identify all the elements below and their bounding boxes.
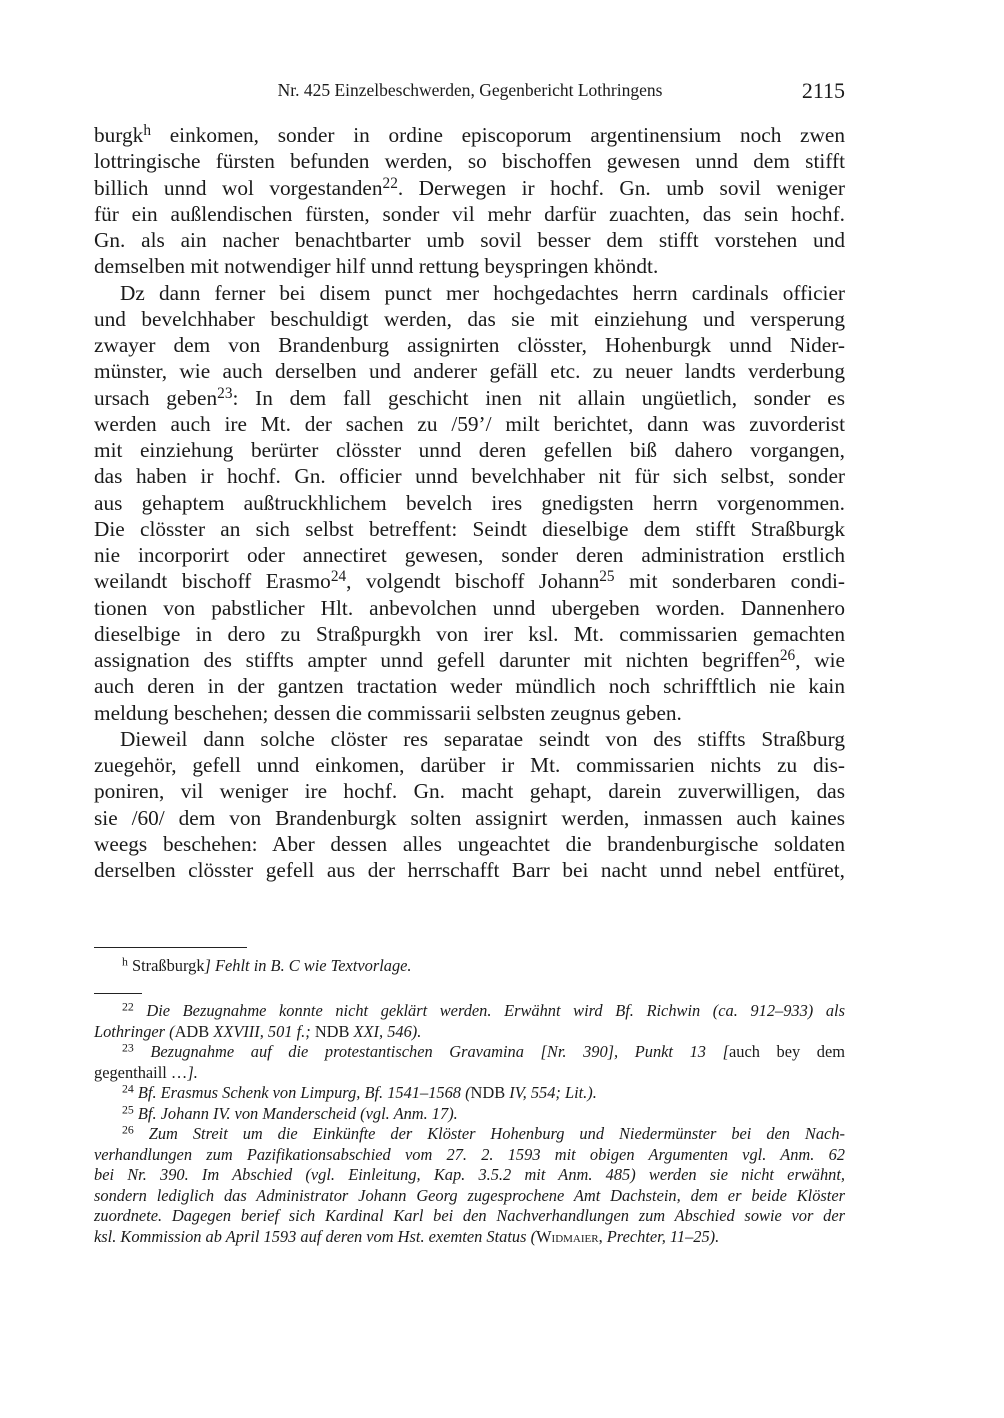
text-segment: Straßburgk (127, 956, 205, 975)
text-line (94, 568, 845, 594)
text-segment: burgk (94, 123, 144, 147)
text-segment: XXI, 546). (353, 1021, 422, 1041)
text-segment: werden auch ire Mt. der sachen zu /59’/ milt berichtet, dann was zuvorderist (94, 411, 845, 436)
text-segment: mit einziehung berürter clösster unnd deren gefellen biß dahero vorgangen, (94, 438, 845, 462)
text-line (94, 621, 845, 647)
text-segment: Die Bezugnahme konnte nicht geklärt werden. Erwähnt wird Bf. Richwin (ca. 912–933) als (133, 1001, 845, 1020)
text-segment: sondern lediglich das Administrator Johann Georg zugesprochene Amt Dachstein, dem er beide Klöster (94, 1185, 845, 1205)
text-segment: mit sonderbaren condi- (614, 569, 845, 594)
text-segment: derselben clösster gefell aus der herrschafft Barr bei nacht unnd nebel entfüret, (94, 858, 845, 882)
text-segment: Lothringer ( (94, 1021, 175, 1041)
text-segment: XXVIII, 501 f.; (213, 1021, 315, 1041)
footnote-divider (94, 993, 142, 994)
text-line (94, 752, 845, 778)
text-segment: auch deren in der gantzen tractation weder mündlich noch schrifftlich nie kain (94, 674, 845, 699)
note-marker: 22 (382, 174, 398, 192)
text-segment: einkomen, sonder in ordine episcoporum argentinensium noch zwen (150, 123, 845, 147)
text-segment: , wie (795, 648, 845, 672)
text-segment: lottringische fürsten befunden werden, so bischoffen gewesen unnd dem stifft (94, 149, 845, 174)
text-line (94, 227, 845, 253)
text-line (94, 411, 845, 437)
footnote-line (94, 1042, 845, 1062)
note-marker: 22 (122, 999, 134, 1014)
text-segment: dieselbige in dero zu Straßpurgkh von irer ksl. Mt. commissarien gemachten (94, 621, 845, 646)
footnote-line (94, 1165, 845, 1185)
note-marker: h (143, 122, 151, 140)
text-line (94, 280, 845, 306)
note-marker: h (122, 954, 128, 969)
text-line (94, 490, 845, 516)
text-segment: billich unnd wol vorgestanden (94, 175, 383, 200)
text-segment: münster, wie auch derselben und anderer gefäll etc. zu neuer landts verderbung (94, 359, 845, 384)
text-segment: gegenthaill … (94, 1062, 188, 1082)
text-segment: ksl. Kommission ab April 1593 auf deren vom Hst. exemten Status ( (94, 1226, 537, 1246)
text-segment: : In dem fall geschicht inen nit allain ungüetlich, sonder es (232, 385, 845, 410)
note-marker: 26 (779, 647, 796, 665)
footnote-line (94, 1227, 845, 1247)
text-line (94, 805, 845, 831)
text-line (94, 700, 845, 726)
text-segment: assignation des stiffts ampter unnd gefell darunter mit nichten begriffen (94, 648, 780, 672)
text-line (94, 857, 845, 883)
text-segment: Bezugnahme auf die protestantischen Gravamina [Nr. 390], Punkt 13 [ (133, 1042, 729, 1061)
note-marker: 23 (122, 1040, 134, 1055)
text-segment: IV, 554; Lit.). (509, 1083, 597, 1102)
text-line (94, 201, 845, 227)
text-segment: zuordnete. Dagegen berief sich Kardinal Karl bei den Nachverhandlungen zum Abschied sowie vor der (94, 1206, 845, 1225)
text-segment: ] Fehlt in B. C wie Textvorlage. (204, 956, 412, 975)
text-segment: Bf. Erasmus Schenk von Limpurg, Bf. 1541–1568 ( (133, 1083, 471, 1102)
text-segment: verhandlungen zum Pazifikationsabschied vom 27. 2. 1593 mit obigen Argumenten vgl. Anm. 62 (94, 1144, 845, 1164)
text-segment: zwayer dem von Brandenburg assignirten clösster, Hohenburgk unnd Nider- (94, 333, 845, 357)
text-segment: Bf. Johann IV. von Manderscheid (vgl. Anm. 17). (133, 1103, 458, 1123)
text-segment: das haben ir hochf. Gn. officier unnd bevelchhaber nit für sich selbst, sonder (94, 464, 845, 489)
text-segment: für ein außlendischen fürsten, sonder vil mehr darfür zuachten, das sein hochf. (94, 201, 845, 226)
text-segment: ursach geben (94, 385, 218, 410)
text-segment: weilandt bischoff Erasmo (94, 569, 331, 594)
footnote-line (94, 1124, 845, 1144)
note-marker: 26 (122, 1122, 134, 1137)
note-marker: 25 (122, 1102, 134, 1117)
footnote-line (94, 1145, 845, 1165)
text-segment: und bevelchhaber beschuldigt werden, das sie mit einziehung und versperung (94, 306, 845, 331)
text-line (94, 542, 845, 568)
footnote-line (94, 1104, 845, 1124)
text-line (94, 175, 845, 201)
text-segment: Widmaier (536, 1226, 599, 1246)
footnote-line (94, 1083, 845, 1103)
text-segment: Prechter, 11–25). (606, 1226, 720, 1246)
text-segment: Dieweil dann solche clöster res separatae seindt von des stiffts Straßburg (120, 726, 845, 751)
text-line (94, 253, 845, 279)
text-segment: NDB (470, 1083, 510, 1102)
text-segment: Gn. als ain nacher benachtbarter umb sovil besser dem stifft vorstehen und (94, 228, 845, 252)
text-line (94, 332, 845, 358)
text-segment: NDB (314, 1021, 354, 1041)
text-segment: weegs beschehen: Aber dessen alles ungeachtet die brandenburgische soldaten (94, 831, 845, 856)
text-line (94, 122, 845, 148)
text-segment: meldung beschehen; dessen die commissarii selbsten zeugnus geben. (94, 700, 682, 725)
text-line (94, 516, 845, 542)
text-segment: bei Nr. 390. Im Abschied (vgl. Einleitung, Kap. 3.5.2 mit Anm. 485) werden sie nicht erwähnt, (94, 1165, 845, 1184)
apparatus-divider (94, 947, 247, 948)
text-segment: sie /60/ dem von Brandenburgk solten assignirt werden, inmassen auch kaines (94, 805, 845, 830)
text-segment: , volgendt bischoff Johann (346, 569, 600, 594)
footnote-line (94, 1001, 845, 1021)
text-segment: zuegehör, gefell unnd einkomen, darüber ir Mt. commissarien nichts zu dis- (94, 753, 845, 777)
text-line (94, 647, 845, 673)
text-segment: auch bey dem (728, 1042, 845, 1061)
text-line (94, 306, 845, 332)
text-line (94, 778, 845, 804)
note-marker: 23 (217, 384, 233, 402)
text-line (94, 726, 845, 752)
text-segment: aus gehaptem außtruckhlichem bevelch ires gnedigsten herrn vorgenommen. (94, 490, 845, 515)
text-segment: poniren, vil weniger ire hochf. Gn. macht gehapt, darein zuverwilligen, das (94, 779, 845, 804)
text-segment: Dz dann ferner bei disem punct mer hochgedachtes herrn cardinals officier (120, 280, 845, 305)
running-header: Nr. 425 Einzelbeschwerden, Gegenbericht Lothringens (277, 80, 663, 100)
footnote-line (94, 1206, 845, 1226)
text-segment: ADB (174, 1021, 214, 1041)
note-marker: 24 (330, 568, 347, 586)
text-segment: . Derwegen ir hochf. Gn. umb sovil weniger (397, 175, 846, 200)
text-line (94, 437, 845, 463)
footnote-line (94, 1186, 845, 1206)
page-number: 2115 (801, 78, 845, 103)
footnote-line (94, 1063, 845, 1083)
text-line (94, 463, 845, 489)
text-segment: demselben mit notwendiger hilf unnd rettung beyspringen khöndt. (94, 254, 659, 279)
text-line (94, 673, 845, 699)
note-marker: 24 (122, 1081, 134, 1096)
note-marker: 25 (599, 568, 615, 586)
text-segment: tionen von pabstlicher Hlt. anbevolchen unnd ubergeben worden. Dannenhero (94, 595, 845, 620)
text-segment: Die clösster an sich selbst betreffent: Seindt dieselbige dem stifft Straßburgk (94, 516, 845, 541)
text-line (94, 358, 845, 384)
text-segment: Zum Streit um die Einkünfte der Klöster Hohenburg und Niedermünster bei den Nach- (133, 1124, 845, 1143)
text-segment: nie incorporirt oder annectiret gewesen, sonder deren administration erstlich (94, 543, 845, 567)
text-line (94, 831, 845, 857)
text-segment: , (598, 1226, 607, 1246)
text-line (94, 148, 845, 174)
text-line (94, 385, 845, 411)
text-segment: ]. (187, 1062, 198, 1082)
footnote-line (94, 1022, 845, 1042)
text-line (94, 595, 845, 621)
apparatus-line (94, 956, 845, 976)
